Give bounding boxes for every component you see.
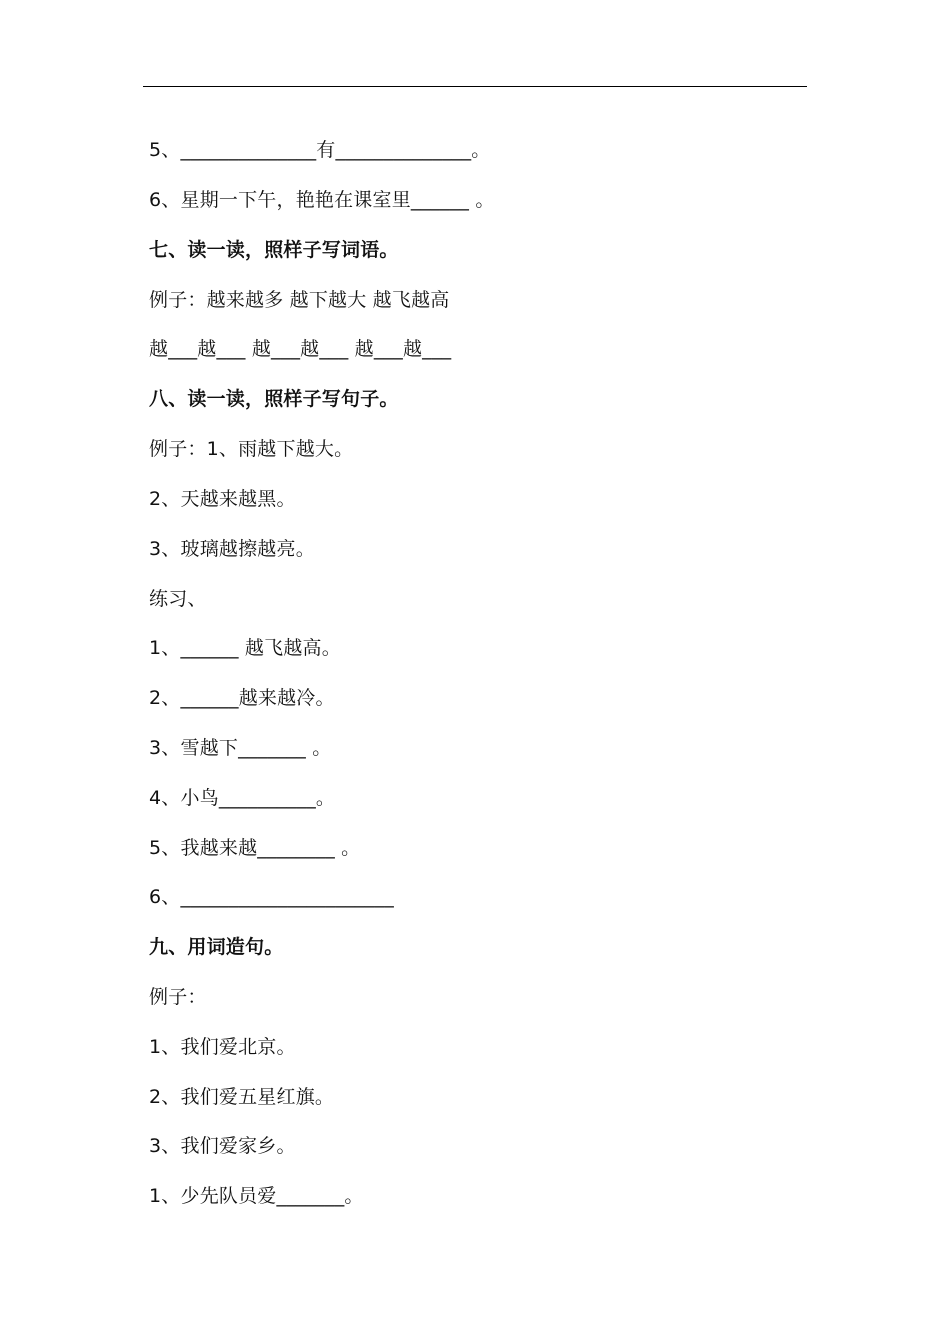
text-line: 5、我越来越________ 。 [149,837,361,859]
text-line: 练习、 [149,588,207,610]
text-line: 1、少先队员爱_______。 [149,1185,364,1207]
text-line: 越___越___ 越___越___ 越___越___ [149,338,452,360]
text-line: 2、我们爱五星红旗。 [149,1086,335,1108]
text-line: 1、______ 越飞越高。 [149,637,341,659]
text-line: 6、星期一下午，艳艳在课室里______ 。 [149,189,495,211]
text-line: 例子： [149,986,207,1008]
text-line: 2、天越来越黑。 [149,488,296,510]
text-line: 1、我们爱北京。 [149,1036,296,1058]
section-heading: 九、用词造句。 [149,936,284,958]
text-line: 6、______________________ [149,886,394,908]
text-line: 2、______越来越冷。 [149,687,335,709]
section-heading: 七、读一读，照样子写词语。 [149,239,399,261]
header-rule [143,86,807,87]
text-line: 例子：越来越多 越下越大 越飞越高 [149,289,450,311]
text-line: 4、小鸟__________。 [149,787,336,809]
text-line: 3、雪越下_______ 。 [149,737,332,759]
section-heading: 八、读一读，照样子写句子。 [149,388,399,410]
text-line: 5、______________有______________。 [149,139,491,161]
text-line: 例子：1、雨越下越大。 [149,438,354,460]
text-line: 3、我们爱家乡。 [149,1135,296,1157]
text-line: 3、玻璃越擦越亮。 [149,538,315,560]
